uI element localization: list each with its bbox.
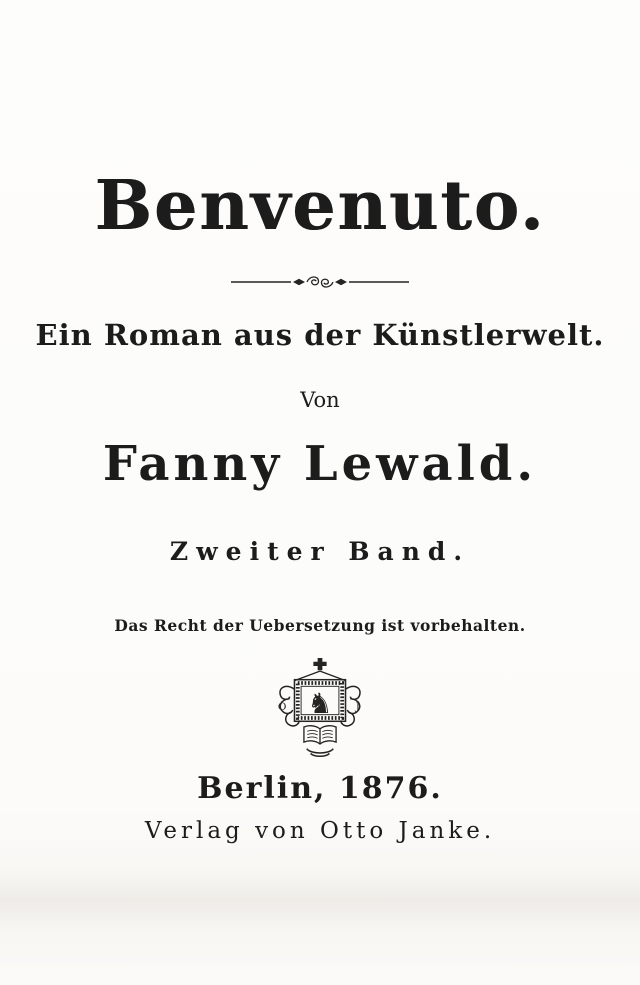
divider-row bbox=[0, 274, 640, 290]
rights-notice: Das Recht der Uebersetzung ist vorbehalten. bbox=[114, 615, 526, 635]
volume-label: Zweiter Band. bbox=[169, 536, 471, 566]
scroll-rule-ornament-icon bbox=[227, 275, 413, 294]
author-name: Fanny Lewald. bbox=[102, 436, 538, 492]
emblem-row bbox=[0, 657, 640, 761]
emblem-initial-left: O bbox=[277, 700, 287, 713]
publisher-crest-icon bbox=[270, 686, 370, 765]
imprint-city-year: Berlin, 1876. bbox=[197, 770, 443, 806]
byline-prefix: Von bbox=[300, 388, 340, 412]
horse-figure: ♞ bbox=[307, 686, 333, 720]
emblem-initial-right: J bbox=[355, 700, 360, 713]
imprint-publisher: Verlag von Otto Janke. bbox=[144, 817, 496, 844]
subtitle: Ein Roman aus der Künstlerwelt. bbox=[35, 318, 605, 352]
page-title: Benvenuto. bbox=[94, 166, 546, 246]
paper-texture bbox=[0, 870, 640, 930]
